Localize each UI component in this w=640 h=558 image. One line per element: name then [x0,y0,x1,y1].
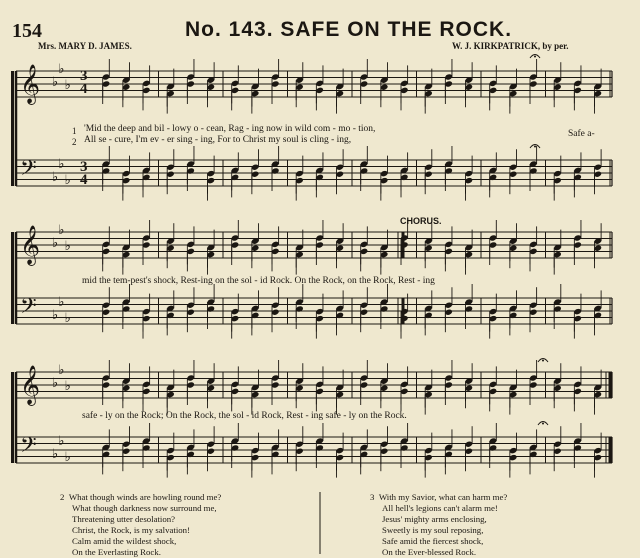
flat-icon: ♭ [64,78,71,93]
flat-icon: ♭ [58,434,65,449]
flat-icon: ♭ [52,447,59,462]
flat-icon: ♭ [52,75,59,90]
flat-icon: ♭ [52,236,59,251]
page-number: 154 [12,20,42,42]
verse-number-2: 2 [72,137,77,147]
hymn-title: No. 143. SAFE ON THE ROCK. [185,18,513,41]
flat-icon: ♭ [64,173,71,188]
stanza-divider [318,492,322,554]
flat-icon: ♭ [58,363,65,378]
verse-number-1: 1 [72,126,77,136]
time-signature-bass: 3 4 [80,159,88,188]
flat-icon: ♭ [52,376,59,391]
bass-clef-icon: 𝄢 [20,433,37,463]
lyric-line-1b: All se - cure, I'm ev - er sing - ing, For to Christ my soul is cling - ing, [84,135,352,145]
bass-clef-icon: 𝄢 [20,294,37,324]
flat-icon: ♭ [58,62,65,77]
fermata-dot [542,423,544,425]
treble-clef-icon: 𝄞 [20,225,41,265]
stanza-2-number: 2 [60,492,65,502]
system-brace [11,71,14,186]
lyric-line-1a: 'Mid the deep and bil - lowy o - cean, Rag - ing now in wild com - mo - tion, [84,124,376,134]
fermata-dot [542,360,544,362]
treble-clef-icon: 𝄞 [20,64,41,104]
flat-icon: ♭ [64,379,71,394]
flat-icon: ♭ [58,223,65,238]
stanza-3-number: 3 [370,492,375,502]
treble-clef-icon: 𝄞 [20,365,41,405]
fermata-dot [534,146,536,148]
chorus-label: CHORUS. [400,216,442,226]
stanza-3: 3 With my Savior, what can harm me? All hell's legions can't alarm me! Jesus' mighty arms enclosing, Sweetly is my soul reposing, Safe amid the fiercest shock, On the Ever-blessed Rock. [370,492,508,557]
system-brace [11,232,14,324]
flat-icon: ♭ [52,170,59,185]
bass-clef-icon: 𝄢 [20,156,37,186]
stanza-2: 2 What though winds are howling round me? What though darkness now surround me, Threatening utter desolation? Christ, the Rock, is my salvation! Calm amid the wildest shock, On the Everlasting Rock. [60,492,222,557]
composer-credit: W. J. KIRKPATRICK, by per. [452,41,569,51]
lyric-line-1-end: Safe a- [568,129,595,139]
system-brace [11,372,14,463]
lyric-line-2: mid the tem-pest's shock, Rest-ing on the sol - id Rock. On the Rock, on the Rock, Rest - ing [82,276,435,286]
flat-icon: ♭ [58,295,65,310]
lyric-line-3: safe - ly on the Rock; On the Rock, the sol - id Rock, Rest - ing safe - ly on the Rock. [82,411,407,421]
flat-icon: ♭ [64,311,71,326]
flat-icon: ♭ [64,450,71,465]
flat-icon: ♭ [58,157,65,172]
flat-icon: ♭ [64,239,71,254]
lyricist-credit: Mrs. MARY D. JAMES. [38,41,132,51]
fermata-dot [534,56,536,58]
time-signature-treble: 3 4 [80,68,88,97]
flat-icon: ♭ [52,308,59,323]
